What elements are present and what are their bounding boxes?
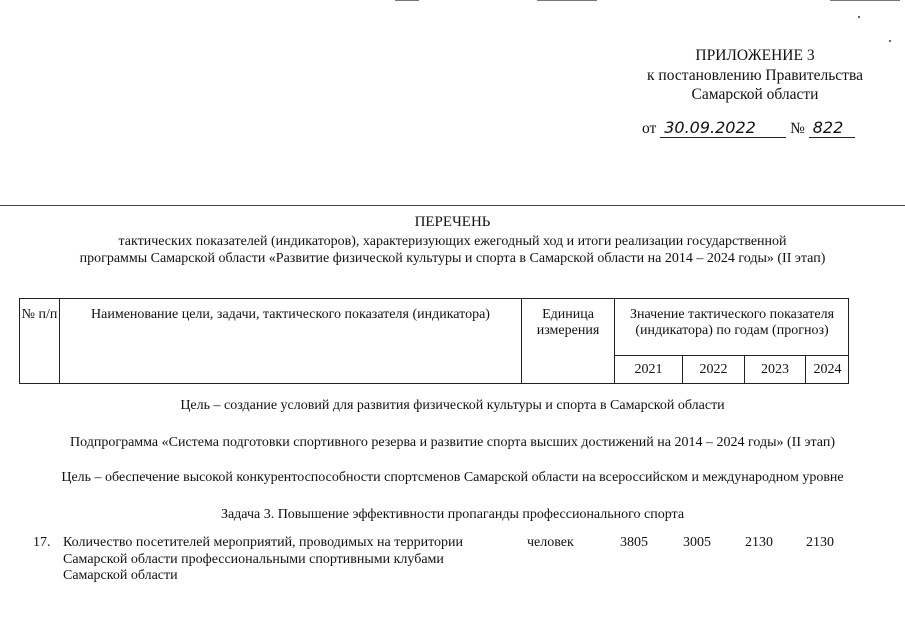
list-heading: ПЕРЕЧЕНЬ [414,214,491,230]
column-header-values-label: Значение тактического показателя (индикатора) по годам (прогноз) [615,299,849,356]
appendix-line-1: к постановлению Правительства [647,66,863,84]
appendix-block [610,46,900,105]
decree-number-sign: № [790,120,805,137]
row-value-2024: 2130 [806,535,834,550]
column-header-year: 2022 [683,356,745,384]
row-value-2021: 3805 [620,535,648,550]
column-header-unit: Единица измерения [522,299,615,383]
section-goal-1: Цель – создание условий для развития физической культуры и спорта в Самарской области [180,398,725,413]
column-header-year: 2024 [813,362,842,377]
column-header-year: 2021 [615,356,683,384]
scan-artifact [858,16,860,18]
decree-date: 30.09.2022 [660,119,786,138]
column-header-year: 2023 [745,356,806,384]
page-divider [0,205,905,206]
scan-artifact [889,40,891,42]
list-subtitle-line-1: тактических показателей (индикаторов), характеризующих ежегодный ход и итоги реализации государственной [118,234,787,249]
section-goal-2: Цель – обеспечение высокой конкурентоспособности спортсменов Самарской области на всероссийском и международном уровне [61,470,844,485]
scan-artifact [537,0,597,1]
appendix-title: ПРИЛОЖЕНИЕ 3 [695,47,815,64]
decree-reference [642,119,855,138]
column-header-values [615,299,849,383]
column-header-name: Наименование цели, задачи, тактического показателя (индикатора) [60,299,522,383]
row-number: 17. [33,535,51,550]
row-value-2022: 3005 [683,535,711,550]
list-subtitle-line-2: программы Самарской области «Развитие физической культуры и спорта в Самарской области на 2014 – 2024 годы» (II этап) [79,251,826,266]
indicator-table-header [19,298,849,384]
scan-artifact [830,0,900,1]
list-subtitle [0,233,905,267]
section-subprogram: Подпрограмма «Система подготовки спортивного резерва и развитие спорта высших достижений на 2014 – 2024 годы» (II этап) [70,435,835,450]
row-indicator-name: Количество посетителей мероприятий, проводимых на территории Самарской области профессиональными спортивными клубами Самарской области [63,535,463,583]
row-value-2023: 2130 [745,535,773,550]
decree-number: 822 [809,119,855,138]
section-task-3: Задача 3. Повышение эффективности пропаганды профессионального спорта [220,507,685,522]
appendix-line-2: Самарской области [691,86,819,103]
scan-artifact [395,0,419,1]
column-header-number: № п/п [20,299,60,383]
decree-prefix: от [642,120,657,137]
row-unit: человек [527,535,574,550]
